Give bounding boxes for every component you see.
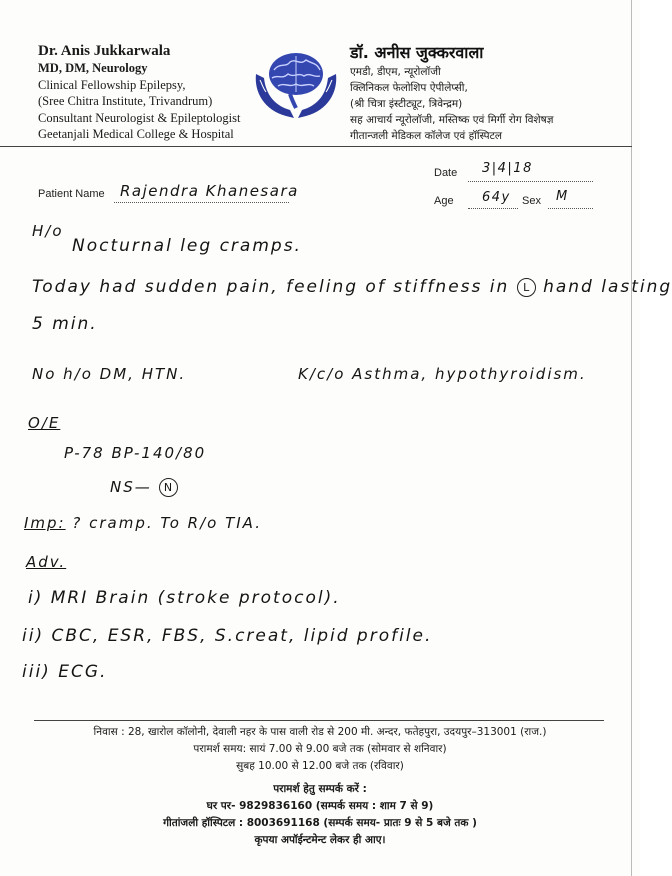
doctor-qualifications-english: MD, DM, Neurology [38, 61, 148, 75]
doctor-role-english: Consultant Neurologist & Epileptologist [38, 110, 241, 125]
doctor-hospital-hindi: गीतान्जली मेडिकल कॉलेज एवं हॉस्पिटल [350, 130, 503, 142]
date-line [468, 180, 593, 182]
advice-item-3: iii) ECG. [22, 662, 108, 682]
date-label: Date [434, 167, 458, 179]
consultation-time-weekday: परामर्श समय: सायं 7.00 से 9.00 बजे तक (सोमवार से शनिवार) [193, 743, 447, 755]
doctor-role-hindi: सह आचार्य न्यूरोलॉजी, मस्तिष्क एवं मिर्गी रोग विशेषज्ञ [350, 114, 554, 126]
doctor-name-hindi: डॉ. अनीस जुक्करवाला [350, 43, 484, 62]
negative-history: No h/o DM, HTN. [32, 365, 187, 383]
impression-line [24, 514, 262, 532]
normal-marker: N [159, 478, 178, 497]
age-value: 64y [482, 190, 511, 205]
doctor-info-hindi [350, 42, 610, 144]
complaint-line-2: 5 min. [32, 314, 98, 334]
impression-label: Imp: [24, 514, 66, 532]
doctor-fellowship-english: Clinical Fellowship Epilepsy, [38, 77, 186, 92]
age-label: Age [434, 195, 454, 207]
complaint-line-1 [32, 277, 672, 297]
history-heading: H/o [32, 222, 64, 240]
complaint-text-b: hand lasting [543, 277, 672, 297]
known-case-of: K/c/o Asthma, hypothyroidism. [298, 365, 587, 383]
sex-value: M [556, 189, 569, 204]
patient-name-value: Rajendra Khanesara [120, 182, 299, 200]
consultation-time-sunday: सुबह 10.00 से 12.00 बजे तक (रविवार) [236, 760, 404, 772]
doctor-institute-hindi: (श्री चित्रा इंस्टीट्यूट, त्रिवेन्द्रम) [350, 98, 463, 110]
history-line-1: Nocturnal leg cramps. [72, 236, 302, 256]
advice-item-1: i) MRI Brain (stroke protocol). [28, 588, 341, 608]
hospital-phone: गीतांजली हॉस्पिटल : 8003691168 (सम्पर्क समय- प्रातः 9 से 5 बजे तक ) [163, 817, 477, 829]
doctor-info-english [38, 42, 248, 143]
footer [0, 724, 640, 849]
advice-item-2: ii) CBC, ESR, FBS, S.creat, lipid profile. [22, 626, 433, 646]
appointment-note: कृपया अपॉईन्टमेन्ट लेकर ही आए। [254, 834, 386, 846]
age-line [468, 207, 518, 209]
date-value: 3|4|18 [482, 161, 533, 176]
sex-label: Sex [522, 195, 541, 207]
doctor-fellowship-hindi: क्लिनिकल फेलोशिप ऐपीलेप्सी, [350, 82, 468, 94]
nervous-system-line [110, 478, 178, 497]
doctor-institute-english: (Sree Chitra Institute, Trivandrum) [38, 94, 213, 108]
patient-name-label: Patient Name [38, 188, 105, 200]
residence-address: निवास : 28, खारोल कॉलोनी, देवाली नहर के पास वाली रोड से 200 मी. अन्दर, फतेहपुरा, उदयपुर–313001 (राज.) [93, 726, 547, 738]
brain-in-hands-icon [250, 44, 342, 124]
advice-heading: Adv. [26, 553, 67, 571]
header-divider [0, 146, 632, 147]
on-examination-heading: O/E [28, 414, 61, 432]
doctor-qualifications-hindi: एमडी, डीएम, न्यूरोलॉजी [350, 66, 441, 78]
footer-divider [34, 720, 604, 721]
contact-heading: परामर्श हेतु सम्पर्क करें : [273, 783, 367, 795]
patient-name-line [114, 201, 289, 203]
left-side-marker: L [517, 278, 536, 297]
complaint-text-a: Today had sudden pain, feeling of stiffness in [32, 277, 510, 297]
home-phone: घर पर- 9829836160 (सम्पर्क समय : शाम 7 से 9) [206, 800, 434, 812]
sex-line [548, 207, 593, 209]
doctor-name-english: Dr. Anis Jukkarwala [38, 43, 171, 59]
impression-text: ? cramp. To R/o TIA. [72, 514, 262, 532]
ns-text: NS— [110, 478, 152, 496]
vitals: P-78 BP-140/80 [64, 444, 207, 462]
doctor-hospital-english: Geetanjali Medical College & Hospital [38, 127, 234, 141]
